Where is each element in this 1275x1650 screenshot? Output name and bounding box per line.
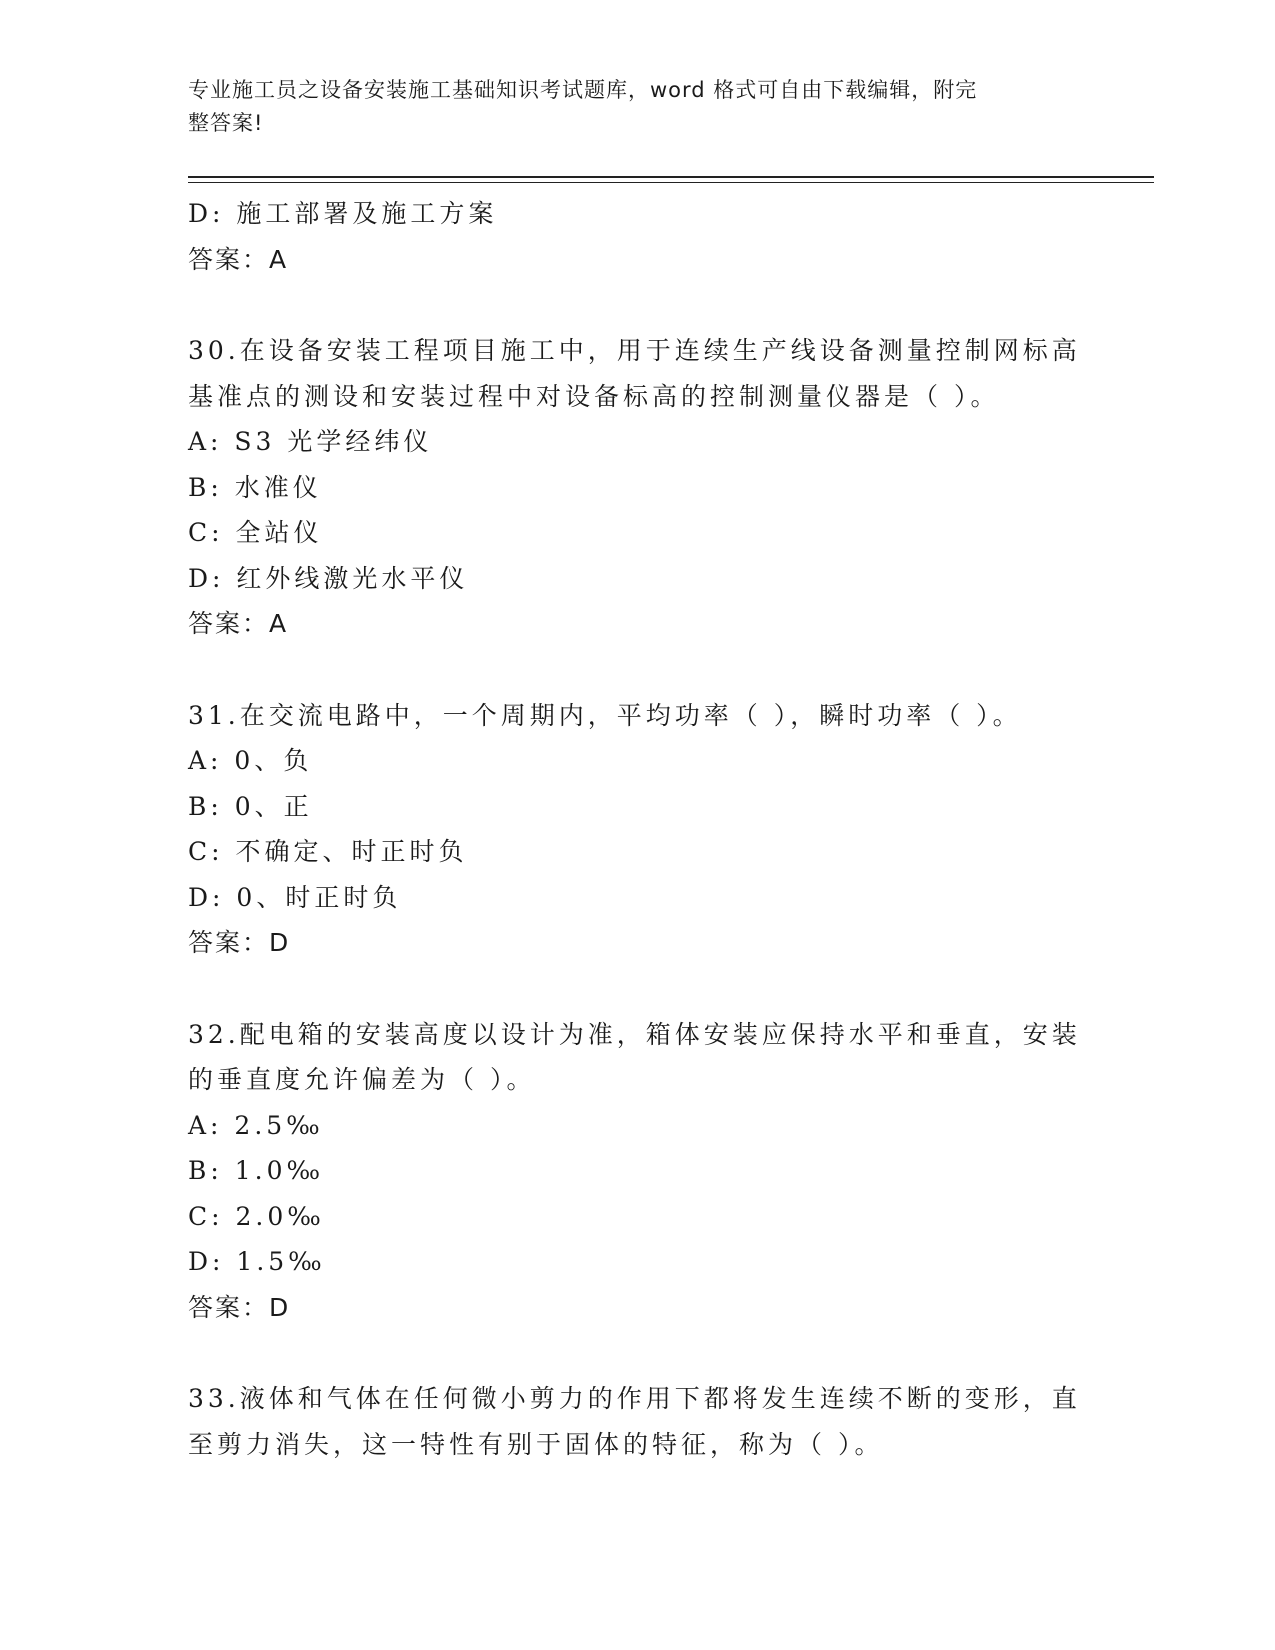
question-stem-line: 至剪力消失，这一特性有别于固体的特征，称为（ ）。: [188, 1429, 884, 1459]
question-spacer: [188, 282, 1088, 328]
option-b: B: 水准仪: [188, 472, 322, 502]
option-c: C: 2.0‰: [188, 1201, 325, 1231]
option-d: D: 红外线激光水平仪: [188, 563, 469, 593]
option-c: C: 不确定、时正时负: [188, 837, 468, 866]
header-divider-thick: [188, 176, 1154, 178]
question-list: [188, 191, 1088, 1467]
answer-label: 答案：A: [188, 244, 289, 274]
option-d: D: 0、时正时负: [188, 882, 402, 912]
question-33: [188, 1376, 1088, 1467]
option-b: B: 0、正: [188, 791, 313, 821]
document-header: [188, 74, 1088, 140]
header-line-2: 整答案!: [188, 111, 264, 135]
question-29-tail: [188, 191, 1088, 282]
question-spacer: [188, 966, 1088, 1012]
question-stem-line: 30.在设备安装工程项目施工中，用于连续生产线设备测量控制网标高: [188, 336, 1081, 365]
option-c: C: 全站仪: [188, 518, 323, 547]
option-b: B: 1.0‰: [188, 1156, 325, 1185]
question-30: [188, 328, 1088, 647]
option-a: A: 0、负: [188, 746, 313, 775]
option-d: D: 施工部署及施工方案: [188, 199, 498, 228]
answer-label: 答案：D: [188, 1292, 291, 1322]
question-spacer: [188, 647, 1088, 693]
answer-label: 答案：A: [188, 609, 289, 638]
question-stem-line: 的垂直度允许偏差为（ ）。: [188, 1065, 536, 1094]
question-stem-line: 31.在交流电路中，一个周期内，平均功率（ ），瞬时功率（ ）。: [188, 700, 1022, 730]
question-spacer: [188, 1330, 1088, 1376]
question-stem-line: 32.配电箱的安装高度以设计为准，箱体安装应保持水平和垂直，安装: [188, 1019, 1081, 1049]
answer-label: 答案：D: [188, 928, 291, 957]
header-divider-thin: [188, 182, 1154, 183]
option-a: A: 2.5‰: [188, 1110, 324, 1140]
question-stem-line: 33.液体和气体在任何微小剪力的作用下都将发生连续不断的变形，直: [188, 1384, 1081, 1413]
option-a: A: S3 光学经纬仪: [188, 427, 433, 456]
header-line-1: 专业施工员之设备安装施工基础知识考试题库，word 格式可自由下载编辑，附完: [188, 78, 978, 102]
question-32: [188, 1012, 1088, 1331]
question-31: [188, 693, 1088, 966]
question-stem-line: 基准点的测设和安装过程中对设备标高的控制测量仪器是（ ）。: [188, 381, 1000, 411]
option-d: D: 1.5‰: [188, 1247, 326, 1276]
